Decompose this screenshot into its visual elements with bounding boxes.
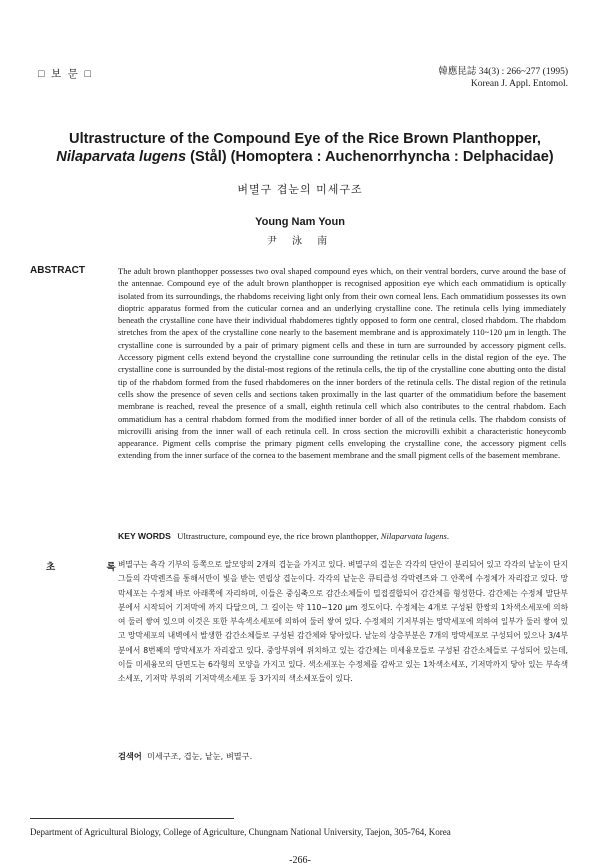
korean-abstract-label: 초 록 bbox=[46, 562, 140, 573]
keywords bbox=[118, 531, 570, 541]
journal-citation-ko: 韓應昆誌 34(3) : 266~277 (1995) bbox=[438, 67, 568, 77]
footnote-divider bbox=[30, 818, 234, 819]
journal-citation bbox=[438, 66, 568, 90]
korean-keywords-label: 검색어 bbox=[118, 751, 142, 761]
keywords-label: KEY WORDS bbox=[118, 531, 171, 541]
keywords-end: . bbox=[446, 531, 450, 541]
abstract-text: The adult brown planthopper possesses two oval shaped compound eyes which, on their ventral borders, curve around the base of the antennae. Compound eye of the adult brown planthopper is recognised apposition eye which each ommatidium is optically isolated from its surroundings, the rhabdoms receiving light only from their own corneal lens. Each ommatidium possesses its own dioptric apparatus formed from the cuticular cornea and an underlying crystalline cone. The retinula cells lying immediately beneath the crystalline cone have their individual rhabdomeres tightly opposed to form one central, closed rhabdom. The rhabdom stretches from the apex of the crystalline cone nearly to the basement membrane and is approximately 110~120 μm in length. The crystalline cone is surrounded by a pair of primary pigment cells and these in turn are surrounded by accessory pigment cells. Accessory pigment cells extend beyond the crystalline cone surrounding the retinular cells in the distal region of the eye. The crystalline cone is surrounded by the distal-most regions of the retinula cells, the tip of the crystalline cone abutting onto the distal tip of the rhabdom formed from the fused rhabdomeres on the inner borders of the retinula cells. The distal region of the retinula cells show the presence of seven cells and sections taken proximally in the last quarter of the ommatidium before the basement membrane is reached, reveal the presence of a small, eighth retinula cell which also contributes to the central rhabdom. Each ommatidium has a central rhabdom formed from the modified inner border of all of the retinula cells. The rhabdom consists of microvilli arising from the inner wall of each retinula cell. In cross section the microvilli exhibit a characteristic honeycomb appearance. Pigment cells comprise the primary pigment cells enveloping the crystalline cone, the accessory pigment cells extending from the inner surface of the cornea to the basement membrane and the small pigment cells of the basement membrane. bbox=[118, 266, 566, 461]
species-name: Nilaparvata lugens bbox=[56, 149, 187, 165]
page-number: -266- bbox=[289, 855, 311, 866]
keywords-text bbox=[173, 531, 449, 541]
journal-citation-en: Korean J. Appl. Entomol. bbox=[470, 79, 568, 89]
korean-keywords bbox=[118, 751, 252, 762]
paper-title bbox=[40, 130, 570, 166]
korean-keywords-text: 미세구조, 겹눈, 낱눈, 벼멸구. bbox=[146, 751, 253, 761]
author-affiliation: Department of Agricultural Biology, College of Agriculture, Chungnam National University, Taejon, 305-764, Korea bbox=[30, 827, 451, 837]
section-label: □ 보 문 □ bbox=[38, 69, 93, 80]
author-name: Young Nam Youn bbox=[255, 216, 345, 228]
keywords-species: Nilaparvata lugens bbox=[380, 531, 447, 541]
korean-title: 벼멸구 겹눈의 미세구조 bbox=[237, 183, 363, 196]
korean-abstract-text: 벼멸구는 측각 기부의 등쪽으로 알모양의 2개의 겹눈을 가지고 있다. 벼멸구의 겹눈은 각각의 단안이 분리되어 있고 각각의 낱눈이 단지 그들의 각막렌즈를 통해서만이 빛을 받는 연립상 겹눈이다. 각각의 낱눈은 큐티클성 각막렌즈와 그 안쪽에 수정체가 자리잡고 있다. 망막세포는 수정체 바로 아래쪽에 자리하며, 이들은 중심축으로 감간소체들이 밀접결합되어 감간체를 형성한다. 감간체는 수정체 말단부분에서 시작되어 기저막에 까지 다달으며, 그 길이는 약 110~120 μm 정도이다. 수정체는 4개로 구성된 한쌍의 1차색소세포에 의하여 둘러 쌓여 있으며 이것은 또한 부속색소세포에 의하여 둘러 쌓여 있다. 수정체의 기저부위는 망막세포에 의하여 일부가 둘러 쌓여 있고 망막세포의 내벽에서 발생한 감간소체들로 구성된 감간체와 닿아있다. 낱눈의 상층부분은 7개의 망막세포로 구성되어 있으나 3/4부분에서 8번째의 망막세포가 자리잡고 있다. 중앙부위에 위치하고 있는 감간체는 미세융모들로 구성된 감간소체들로 구성되어 있는데, 이들 미세융모의 단면도는 6각형의 모양을 가지고 있다. 색소세포는 수정체를 감싸고 있는 1차색소세포, 기저막까지 닿아 있는 부속색소세포, 기저막 부위의 기저막색소세포 등 3가지의 색소세포들이 있다. bbox=[118, 560, 568, 684]
paper-title-line2-rest: (Stål) (Homoptera : Auchenorrhyncha : Delphacidae) bbox=[186, 149, 554, 165]
abstract-label: ABSTRACT bbox=[30, 265, 85, 276]
keywords-plain: Ultrastructure, compound eye, the rice brown planthopper, bbox=[177, 531, 381, 541]
paper-title-line1: Ultrastructure of the Compound Eye of the Rice Brown Planthopper, bbox=[69, 131, 541, 147]
paper-title-line2 bbox=[40, 148, 570, 166]
author-name-ko: 尹 泳 南 bbox=[266, 236, 334, 247]
